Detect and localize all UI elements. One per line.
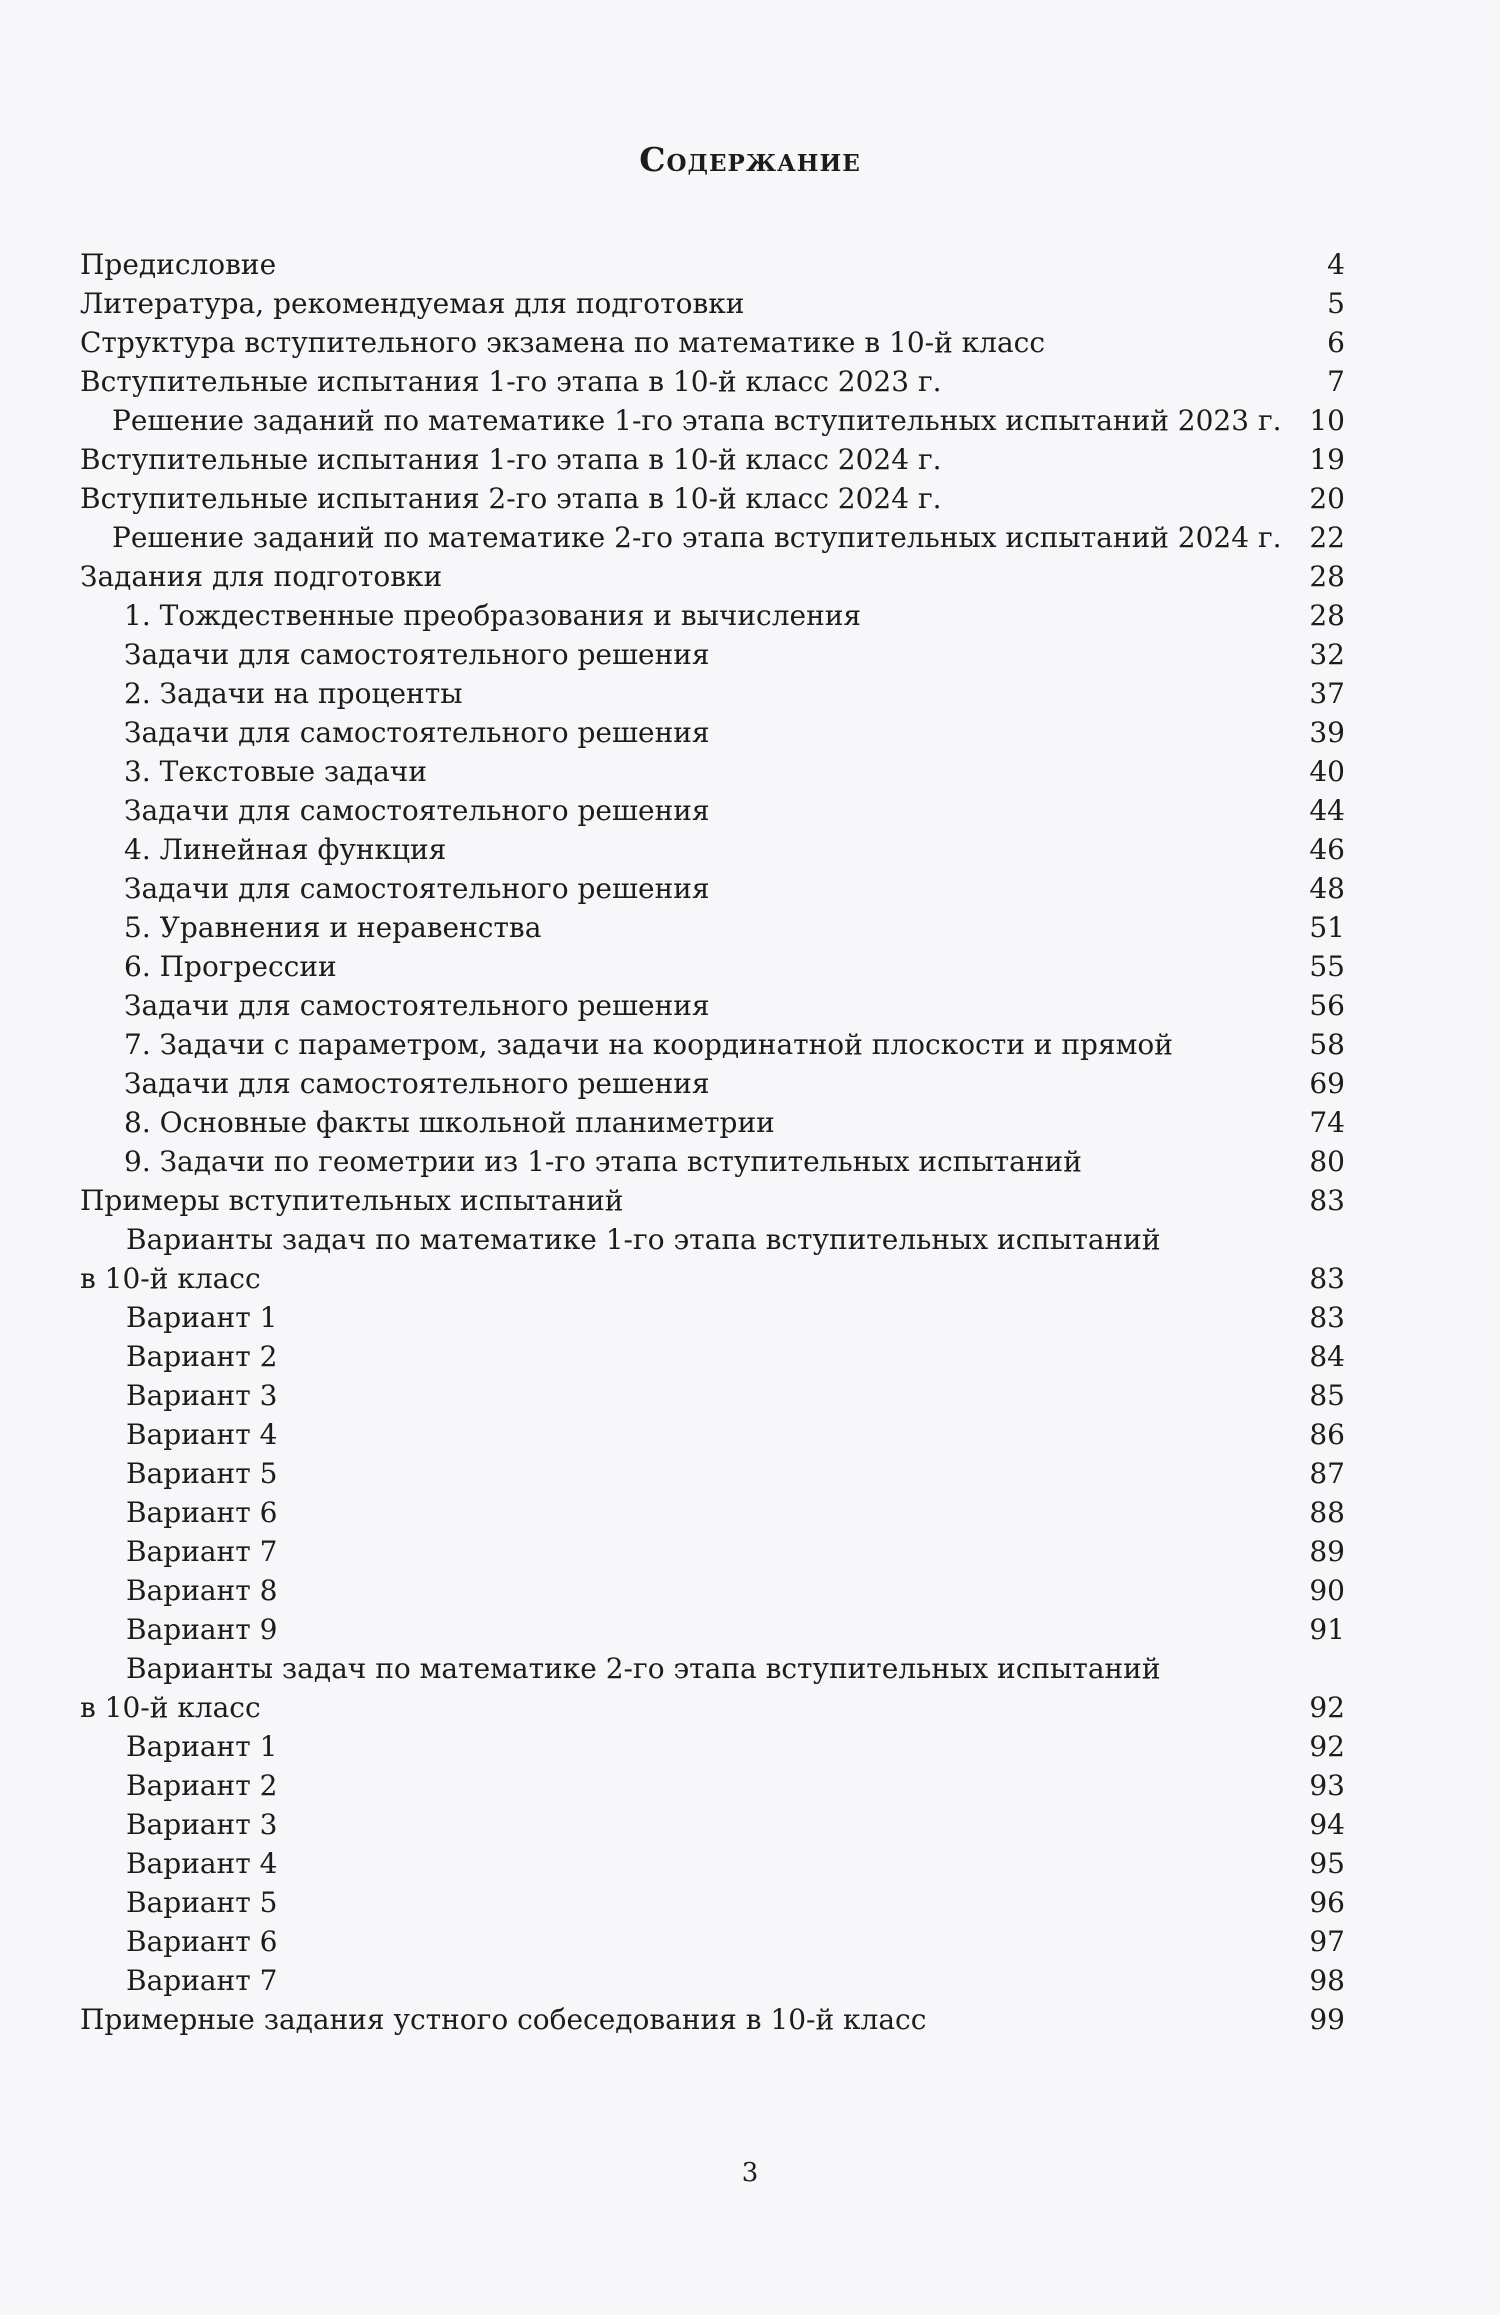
toc-entry-page: 91 xyxy=(1309,1613,1345,1646)
toc-entry xyxy=(0,713,1500,752)
toc-entry xyxy=(0,401,1500,440)
toc-entry-title: Предисловие xyxy=(80,248,277,281)
toc-entry xyxy=(0,362,1500,401)
toc-entry-page: 88 xyxy=(1309,1496,1345,1529)
toc-entry xyxy=(0,1142,1500,1181)
toc-entry-title: Задачи для самостоятельного решения xyxy=(124,716,710,749)
toc-entry xyxy=(0,635,1500,674)
toc-entry-page: 92 xyxy=(1309,1691,1345,1724)
toc-entry xyxy=(0,1532,1500,1571)
toc-entry-title: Вариант 9 xyxy=(126,1613,278,1646)
toc-entry-title: Задачи для самостоятельного решения xyxy=(124,1067,710,1100)
toc-entry-page: 83 xyxy=(1309,1262,1345,1295)
toc-entry-page: 89 xyxy=(1309,1535,1345,1568)
toc-entry xyxy=(0,752,1500,791)
toc-entry xyxy=(0,1493,1500,1532)
toc-entry-page: 86 xyxy=(1309,1418,1345,1451)
toc-entry-page: 44 xyxy=(1309,794,1345,827)
toc-entry xyxy=(0,1259,1500,1298)
toc-entry-title: 1. Тождественные преобразования и вычисления xyxy=(124,599,862,632)
toc-entry xyxy=(0,2000,1500,2039)
toc-entry-page: 93 xyxy=(1309,1769,1345,1802)
toc-entry-page: 84 xyxy=(1309,1340,1345,1373)
toc-entry xyxy=(0,1103,1500,1142)
toc-entry xyxy=(0,830,1500,869)
toc-entry-title: Варианты задач по математике 2-го этапа вступительных испытаний xyxy=(126,1652,1161,1685)
toc-entry-page: 22 xyxy=(1309,521,1345,554)
toc-entry-title: Вступительные испытания 1-го этапа в 10-й класс 2024 г. xyxy=(80,443,942,476)
toc-entry-title: Задачи для самостоятельного решения xyxy=(124,794,710,827)
toc-entry xyxy=(0,986,1500,1025)
toc-entry-page: 20 xyxy=(1309,482,1345,515)
toc-entry-title: Вариант 1 xyxy=(126,1730,278,1763)
page-number: 3 xyxy=(741,2158,759,2188)
toc-entry xyxy=(0,1883,1500,1922)
toc-entry-page: 4 xyxy=(1327,248,1345,281)
toc-entry xyxy=(0,1571,1500,1610)
toc-entry-title: Вариант 1 xyxy=(126,1301,278,1334)
toc-entry-page: 7 xyxy=(1327,365,1345,398)
toc-entry-title: 8. Основные факты школьной планиметрии xyxy=(124,1106,775,1139)
toc-entry-title: Структура вступительного экзамена по математике в 10-й класс xyxy=(80,326,1046,359)
toc-entry xyxy=(0,1766,1500,1805)
toc-entry-title: Вариант 3 xyxy=(126,1379,278,1412)
table-of-contents xyxy=(0,245,1500,2039)
toc-entry-title: Вариант 7 xyxy=(126,1964,278,1997)
toc-entry xyxy=(0,1610,1500,1649)
toc-entry-page: 90 xyxy=(1309,1574,1345,1607)
toc-entry xyxy=(0,791,1500,830)
toc-entry xyxy=(0,518,1500,557)
toc-entry-title: Задачи для самостоятельного решения xyxy=(124,872,710,905)
toc-entry xyxy=(0,284,1500,323)
toc-entry-page: 98 xyxy=(1309,1964,1345,1997)
toc-entry-title: Решение заданий по математике 2-го этапа вступительных испытаний 2024 г. xyxy=(112,521,1282,554)
toc-entry xyxy=(0,1961,1500,2000)
toc-entry xyxy=(0,908,1500,947)
toc-entry-page: 69 xyxy=(1309,1067,1345,1100)
toc-entry-page: 99 xyxy=(1309,2003,1345,2036)
toc-entry-title: Решение заданий по математике 1-го этапа вступительных испытаний 2023 г. xyxy=(112,404,1282,437)
toc-entry-title: Задачи для самостоятельного решения xyxy=(124,638,710,671)
toc-entry xyxy=(0,1727,1500,1766)
toc-entry-page: 95 xyxy=(1309,1847,1345,1880)
toc-entry-page: 37 xyxy=(1309,677,1345,710)
toc-entry xyxy=(0,479,1500,518)
toc-entry-title: Вариант 2 xyxy=(126,1769,278,1802)
toc-entry-page: 92 xyxy=(1309,1730,1345,1763)
toc-entry xyxy=(0,1805,1500,1844)
toc-entry xyxy=(0,1025,1500,1064)
toc-entry-page: 51 xyxy=(1309,911,1345,944)
toc-entry xyxy=(0,1376,1500,1415)
toc-entry-page: 87 xyxy=(1309,1457,1345,1490)
toc-entry-page: 58 xyxy=(1309,1028,1345,1061)
toc-entry-page: 28 xyxy=(1309,599,1345,632)
toc-entry xyxy=(0,674,1500,713)
toc-entry xyxy=(0,557,1500,596)
toc-entry-page: 74 xyxy=(1309,1106,1345,1139)
toc-entry-title: Вариант 6 xyxy=(126,1496,278,1529)
toc-entry xyxy=(0,1454,1500,1493)
toc-entry-title: 5. Уравнения и неравенства xyxy=(124,911,542,944)
toc-entry xyxy=(0,1181,1500,1220)
toc-entry xyxy=(0,1064,1500,1103)
toc-entry xyxy=(0,1337,1500,1376)
toc-entry-page: 39 xyxy=(1309,716,1345,749)
toc-entry-page: 48 xyxy=(1309,872,1345,905)
toc-entry-page: 5 xyxy=(1327,287,1345,320)
toc-entry-page: 46 xyxy=(1309,833,1345,866)
toc-entry-page: 97 xyxy=(1309,1925,1345,1958)
toc-entry xyxy=(0,323,1500,362)
toc-entry-title: в 10-й класс xyxy=(80,1262,261,1295)
toc-entry-page: 6 xyxy=(1327,326,1345,359)
toc-entry-page: 40 xyxy=(1309,755,1345,788)
toc-entry-title: Примерные задания устного собеседования в 10-й класс xyxy=(80,2003,927,2036)
toc-entry-page: 96 xyxy=(1309,1886,1345,1919)
toc-entry-title: Примеры вступительных испытаний xyxy=(80,1184,624,1217)
toc-entry-title: Вариант 2 xyxy=(126,1340,278,1373)
toc-entry xyxy=(0,947,1500,986)
toc-entry-title: 6. Прогрессии xyxy=(124,950,337,983)
toc-entry-title: Вариант 5 xyxy=(126,1886,278,1919)
toc-entry xyxy=(0,1415,1500,1454)
toc-entry-page: 56 xyxy=(1309,989,1345,1022)
toc-entry-page: 19 xyxy=(1309,443,1345,476)
toc-entry-page: 10 xyxy=(1309,404,1345,437)
toc-entry-page: 83 xyxy=(1309,1301,1345,1334)
toc-entry xyxy=(0,440,1500,479)
toc-entry xyxy=(0,1844,1500,1883)
toc-entry-title: Вариант 5 xyxy=(126,1457,278,1490)
toc-entry-page: 28 xyxy=(1309,560,1345,593)
toc-entry-page: 80 xyxy=(1309,1145,1345,1178)
toc-entry-title: 2. Задачи на проценты xyxy=(124,677,463,710)
toc-entry-title: Вариант 8 xyxy=(126,1574,278,1607)
toc-entry-title: Вариант 4 xyxy=(126,1847,278,1880)
toc-entry xyxy=(0,1220,1500,1259)
toc-entry xyxy=(0,1298,1500,1337)
toc-entry xyxy=(0,869,1500,908)
toc-entry-page: 32 xyxy=(1309,638,1345,671)
toc-entry-title: 4. Линейная функция xyxy=(124,833,447,866)
toc-entry-title: 9. Задачи по геометрии из 1-го этапа вступительных испытаний xyxy=(124,1145,1082,1178)
toc-entry-title: Задания для подготовки xyxy=(80,560,443,593)
toc-entry-page: 85 xyxy=(1309,1379,1345,1412)
toc-entry-title: Вариант 4 xyxy=(126,1418,278,1451)
toc-entry-title: Вариант 7 xyxy=(126,1535,278,1568)
toc-entry xyxy=(0,1649,1500,1688)
toc-entry-title: Задачи для самостоятельного решения xyxy=(124,989,710,1022)
toc-entry-title: Вариант 3 xyxy=(126,1808,278,1841)
toc-entry-title: в 10-й класс xyxy=(80,1691,261,1724)
toc-entry-title: Вступительные испытания 1-го этапа в 10-й класс 2023 г. xyxy=(80,365,942,398)
toc-entry xyxy=(0,596,1500,635)
toc-entry-title: Вариант 6 xyxy=(126,1925,278,1958)
toc-entry-page: 83 xyxy=(1309,1184,1345,1217)
toc-entry-page: 55 xyxy=(1309,950,1345,983)
page-title: Содержание xyxy=(639,140,861,179)
toc-entry-title: Варианты задач по математике 1-го этапа вступительных испытаний xyxy=(126,1223,1161,1256)
toc-entry xyxy=(0,245,1500,284)
toc-entry-page: 94 xyxy=(1309,1808,1345,1841)
toc-entry xyxy=(0,1688,1500,1727)
toc-entry-title: 3. Текстовые задачи xyxy=(124,755,427,788)
toc-entry-title: Литература, рекомендуемая для подготовки xyxy=(80,287,745,320)
toc-entry-title: 7. Задачи с параметром, задачи на координатной плоскости и прямой xyxy=(124,1028,1173,1061)
toc-entry-title: Вступительные испытания 2-го этапа в 10-й класс 2024 г. xyxy=(80,482,942,515)
toc-entry xyxy=(0,1922,1500,1961)
